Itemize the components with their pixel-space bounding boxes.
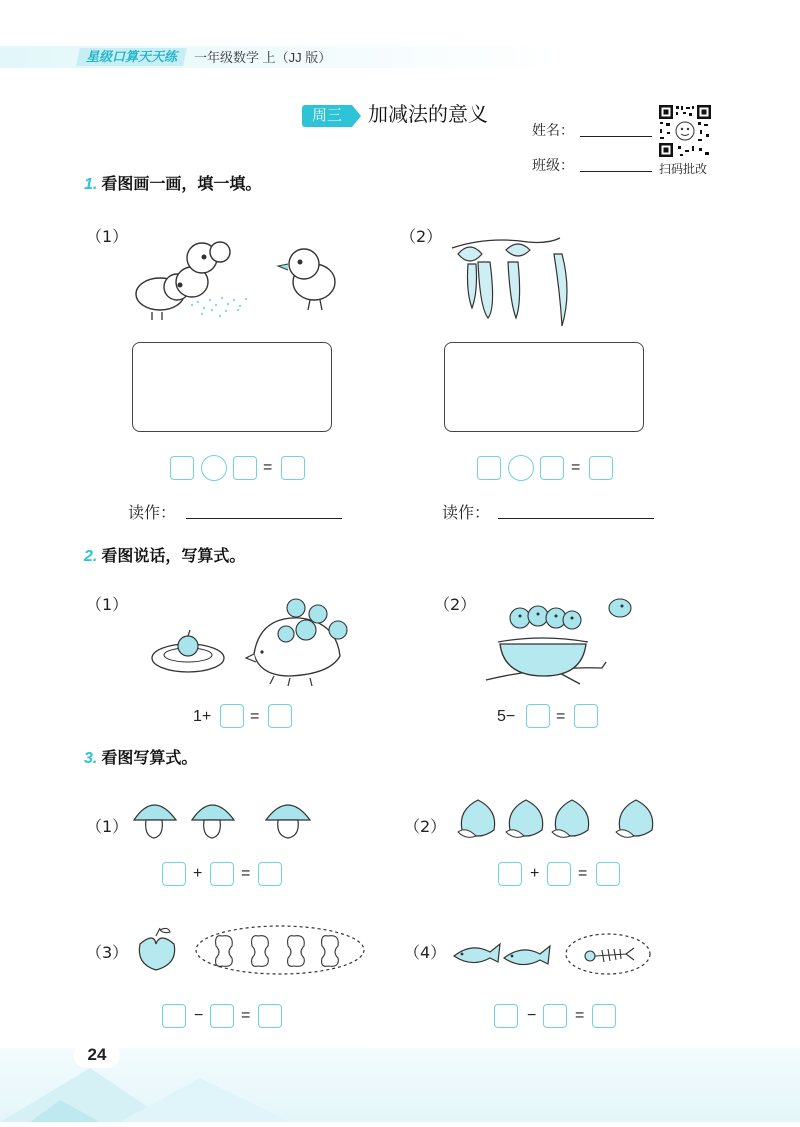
section-1-number: 1. [84,176,98,193]
s2-eq2-prefix: 5− [497,708,516,725]
apples-illustration [134,920,366,980]
birds-nest-illustration [484,596,644,688]
s3-eq4-box-1[interactable] [494,1004,518,1028]
s1-eq1-equals: = [263,459,273,476]
s3-label-4: （4） [404,943,447,962]
chicks-illustration [132,230,342,322]
section-1-title: 看图画一画，填一填。 [101,176,262,193]
hedgehog-apple-illustration [150,596,360,686]
s3-eq3-answer-box[interactable] [258,1004,282,1028]
s1-read-line-2[interactable] [498,518,654,519]
s1-eq2-box-1[interactable] [477,456,501,480]
qr-caption: 扫码批改 [659,162,708,176]
s1-eq2-op-circle[interactable] [508,455,534,481]
book-title: 一年级数学 上（JJ 版） [194,50,332,65]
s3-eq3-equals: = [241,1007,251,1024]
s3-label-2: （2） [404,817,447,836]
s2-label-1: （1） [86,595,129,614]
s1-draw-box-1[interactable] [132,342,332,432]
section-1-heading [84,174,261,196]
s1-eq2-equals: = [571,459,581,476]
s2-eq1-answer-box[interactable] [268,704,292,728]
s3-eq4-box-2[interactable] [543,1004,567,1028]
class-label: 班级： [532,158,574,174]
peaches-illustration [454,796,664,844]
s2-eq2-equals: = [556,708,566,725]
section-3-heading [84,748,197,770]
s1-read-line-1[interactable] [186,518,342,519]
s3-label-3: （3） [86,943,129,962]
s3-eq3-box-2[interactable] [210,1004,234,1028]
s1-draw-box-2[interactable] [444,342,644,432]
s1-eq1-op-circle[interactable] [201,455,227,481]
page-number: 24 [74,1042,120,1068]
s2-eq1-equals: = [250,708,260,725]
s2-eq2-answer-box[interactable] [574,704,598,728]
name-label: 姓名： [532,123,574,139]
s3-eq2-answer-box[interactable] [596,862,620,886]
section-2-number: 2. [84,548,98,565]
s3-eq1-plus: + [193,865,203,882]
s3-eq4-equals: = [575,1007,585,1024]
s3-eq4-answer-box[interactable] [592,1004,616,1028]
name-line[interactable] [580,136,652,137]
page-title: 加减法的意义 [368,104,488,126]
fish-illustration [450,928,660,978]
s1-label-1: （1） [86,227,129,246]
s1-eq2-answer-box[interactable] [589,456,613,480]
qr-code[interactable] [658,104,712,158]
s3-label-1: （1） [86,817,129,836]
section-2-title: 看图说话，写算式。 [101,548,246,565]
s2-eq1-box-1[interactable] [220,704,244,728]
s1-read-label-2: 读作： [442,503,491,522]
s2-eq1-prefix: 1+ [193,708,212,725]
s2-eq2-box-1[interactable] [526,704,550,728]
mushrooms-illustration [130,794,320,842]
s1-eq1-box-2[interactable] [233,456,257,480]
s3-eq2-plus: + [530,865,540,882]
s3-eq3-box-1[interactable] [162,1004,186,1028]
section-3-title: 看图写算式。 [101,750,198,767]
s2-label-2: （2） [434,595,477,614]
s3-eq2-box-2[interactable] [547,862,571,886]
s1-read-label-1: 读作： [128,503,177,522]
s1-eq2-box-2[interactable] [540,456,564,480]
s1-eq1-box-1[interactable] [170,456,194,480]
day-badge: 周三 [302,105,352,127]
s3-eq1-equals: = [241,865,251,882]
footer-band [0,1048,800,1122]
cucumbers-illustration [448,232,578,332]
s3-eq4-minus: − [527,1007,537,1024]
section-3-number: 3. [84,750,98,767]
section-2-heading [84,546,245,568]
s3-eq1-box-2[interactable] [210,862,234,886]
s1-label-2: （2） [400,227,443,246]
day-badge-arrow [352,105,361,127]
s3-eq1-answer-box[interactable] [258,862,282,886]
s1-eq1-answer-box[interactable] [281,456,305,480]
class-line[interactable] [580,171,652,172]
series-tag: 星级口算天天练 [76,48,187,66]
s3-eq3-minus: − [194,1007,204,1024]
s3-eq2-equals: = [578,865,588,882]
s3-eq2-box-1[interactable] [498,862,522,886]
s3-eq1-box-1[interactable] [162,862,186,886]
